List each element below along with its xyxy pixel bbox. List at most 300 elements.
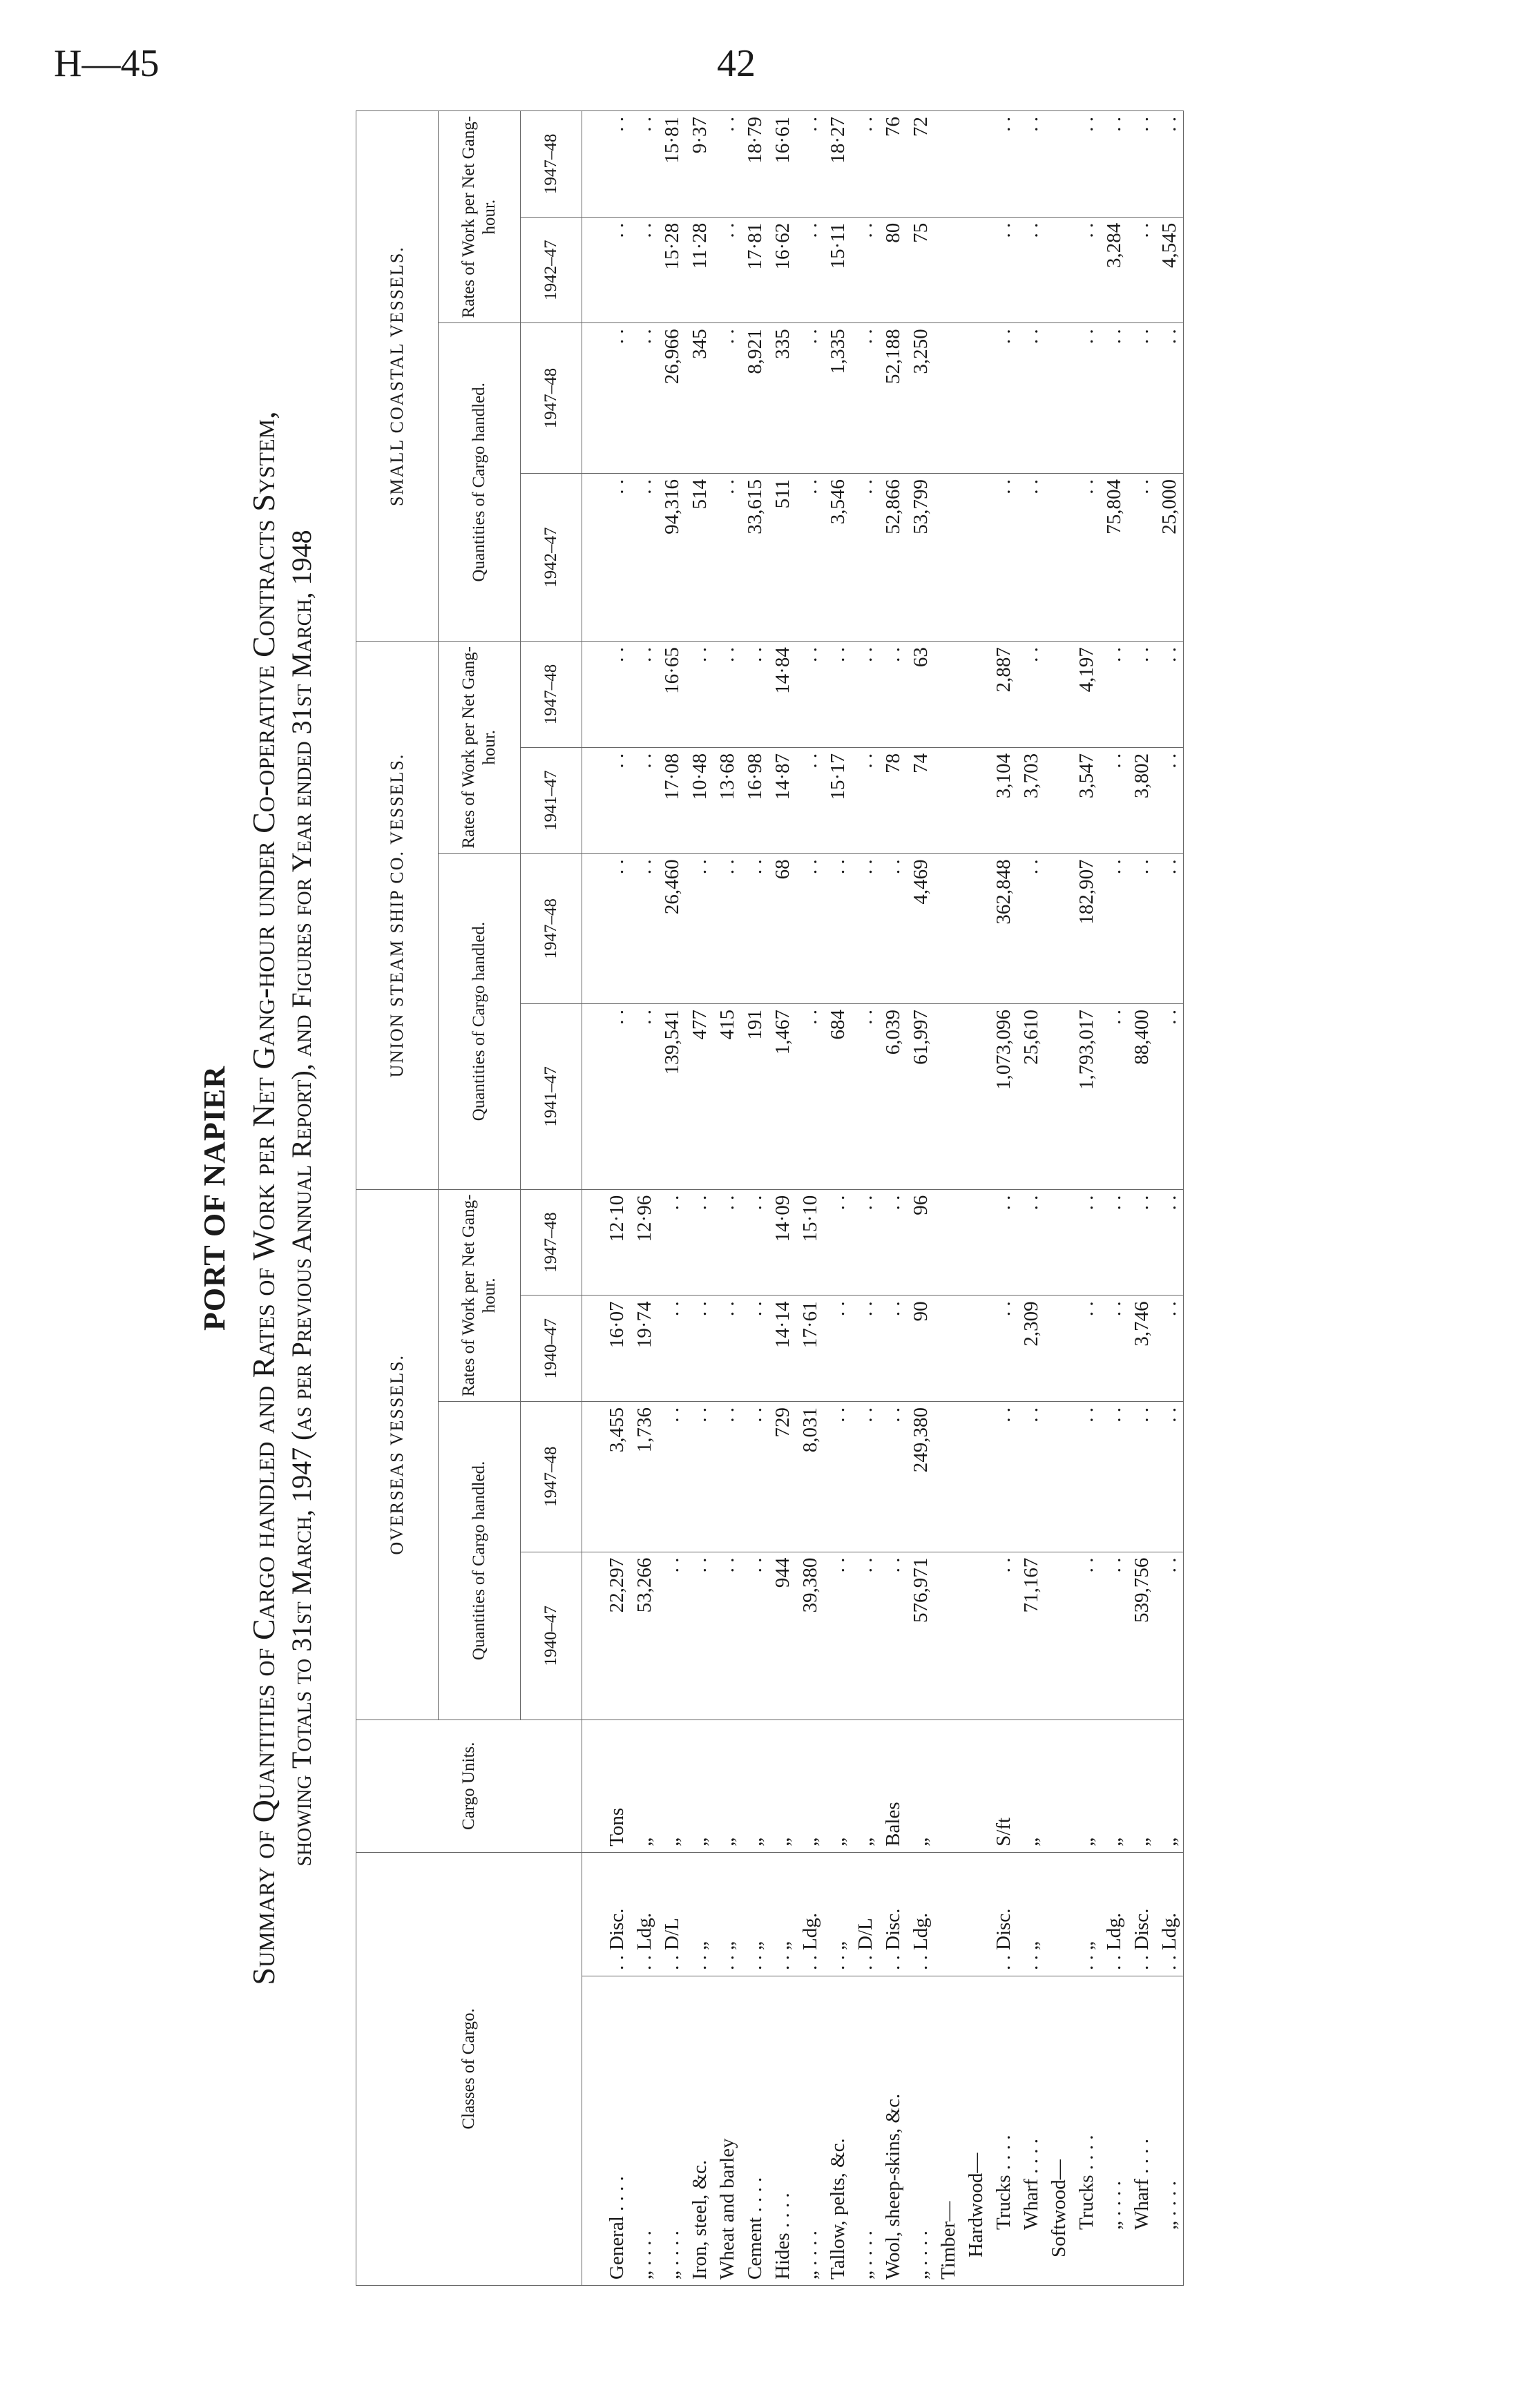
year-header: 1947–48 xyxy=(521,1189,582,1295)
value-cell: . . xyxy=(1155,854,1184,1004)
value-cell: . . xyxy=(1128,1189,1155,1295)
value-cell: . . xyxy=(582,747,631,854)
value-cell: 53,799 xyxy=(907,473,934,641)
summary-title-line1: Summary of Quantities of Cargo handled and Rates of Work per Net Gang-hour under Co-operative Contracts System, xyxy=(246,411,281,1985)
value-cell: 1,073,096 xyxy=(990,1004,1017,1190)
value-cell: 576,971 xyxy=(907,1552,934,1720)
value-cell: 16·62 xyxy=(769,217,796,323)
cargo-unit-cell: „ xyxy=(658,1720,686,1852)
value-cell: . . xyxy=(686,1295,713,1402)
value-cell: 33,615 xyxy=(741,473,769,641)
value-cell: . . xyxy=(741,642,769,748)
cargo-unit-cell: „ xyxy=(713,1720,741,1852)
cargo-unit-cell xyxy=(1045,1720,1073,1852)
cargo-class-cell: Trucks . . . . xyxy=(1073,1976,1100,2286)
value-cell xyxy=(962,854,990,1004)
cargo-unit-cell xyxy=(962,1720,990,1852)
cargo-class-cell: „ . . . . xyxy=(658,1976,686,2286)
value-cell: 4,469 xyxy=(907,854,934,1004)
value-cell: . . xyxy=(990,217,1017,323)
table-row xyxy=(1045,111,1073,2286)
value-cell: 14·84 xyxy=(769,642,796,748)
cargo-unit-cell: „ xyxy=(1100,1720,1128,1852)
value-cell: . . xyxy=(796,642,824,748)
value-cell: . . xyxy=(713,854,741,1004)
value-cell: 17·08 xyxy=(658,747,686,854)
value-cell: . . xyxy=(631,747,658,854)
cargo-unit-cell: „ xyxy=(1155,1720,1184,1852)
value-cell: . . xyxy=(1100,323,1128,474)
value-cell: . . xyxy=(741,1189,769,1295)
cargo-unit-cell: „ xyxy=(1128,1720,1155,1852)
value-cell: . . xyxy=(852,111,879,218)
value-cell: . . xyxy=(1017,111,1045,218)
operation-cell: . . Ldg. xyxy=(796,1852,824,1976)
operation-cell: . . Ldg. xyxy=(1100,1852,1128,1976)
value-cell: . . xyxy=(824,1552,852,1720)
cargo-unit-cell: S/ft xyxy=(990,1720,1017,1852)
cargo-class-cell: Hides . . . . xyxy=(769,1976,796,2286)
value-cell: 3,746 xyxy=(1128,1295,1155,1402)
value-cell: . . xyxy=(686,1401,713,1552)
page-header xyxy=(54,41,1462,104)
value-cell xyxy=(1045,1552,1073,1720)
value-cell xyxy=(934,1004,962,1190)
value-cell: 80 xyxy=(879,217,907,323)
value-cell: . . xyxy=(658,1552,686,1720)
sub-rates: Rates of Work per Net Gang-hour. xyxy=(439,642,521,854)
value-cell: . . xyxy=(631,854,658,1004)
value-cell xyxy=(962,1552,990,1720)
sub-quantities: Quantities of Cargo handled. xyxy=(439,323,521,642)
cargo-unit-cell: Tons xyxy=(582,1720,631,1852)
value-cell xyxy=(934,642,962,748)
operation-cell: . . „ xyxy=(713,1852,741,1976)
value-cell: . . xyxy=(824,1401,852,1552)
table-row xyxy=(1155,111,1184,2286)
value-cell: . . xyxy=(879,1401,907,1552)
value-cell: . . xyxy=(990,1295,1017,1402)
value-cell xyxy=(1045,1401,1073,1552)
value-cell: 72 xyxy=(907,111,934,218)
group-small-coastal: SMALL COASTAL VESSELS. xyxy=(356,111,439,642)
value-cell: 15·81 xyxy=(658,111,686,218)
value-cell xyxy=(962,323,990,474)
value-cell xyxy=(1045,854,1073,1004)
value-cell xyxy=(934,473,962,641)
cargo-class-cell: Tallow, pelts, &c. xyxy=(824,1976,852,2286)
value-cell: 52,188 xyxy=(879,323,907,474)
table-row xyxy=(879,111,907,2286)
value-cell: . . xyxy=(658,1295,686,1402)
value-cell: 3,284 xyxy=(1100,217,1128,323)
operation-cell: . . Disc. xyxy=(582,1852,631,1976)
value-cell: . . xyxy=(713,111,741,218)
year-header: 1940–47 xyxy=(521,1552,582,1720)
value-cell xyxy=(962,473,990,641)
value-cell: 14·87 xyxy=(769,747,796,854)
value-cell: . . xyxy=(582,323,631,474)
value-cell: . . xyxy=(1128,642,1155,748)
table-row xyxy=(907,111,934,2286)
value-cell: 345 xyxy=(686,323,713,474)
year-header: 1947–48 xyxy=(521,1401,582,1552)
value-cell: . . xyxy=(1073,1401,1100,1552)
value-cell: . . xyxy=(741,854,769,1004)
value-cell: . . xyxy=(990,1189,1017,1295)
operation-cell: . . „ xyxy=(1017,1852,1045,1976)
value-cell: 3,703 xyxy=(1017,747,1045,854)
value-cell: 16·61 xyxy=(769,111,796,218)
value-cell: 3,250 xyxy=(907,323,934,474)
value-cell: 26,460 xyxy=(658,854,686,1004)
value-cell xyxy=(1045,1004,1073,1190)
table-row xyxy=(713,111,741,2286)
group-union-steam-ship: UNION STEAM SHIP CO. VESSELS. xyxy=(356,642,439,1190)
cargo-unit-cell: „ xyxy=(824,1720,852,1852)
sub-rates: Rates of Work per Net Gang-hour. xyxy=(439,1189,521,1401)
value-cell: 3,104 xyxy=(990,747,1017,854)
value-cell: 12·96 xyxy=(631,1189,658,1295)
value-cell: 139,541 xyxy=(658,1004,686,1190)
table-row xyxy=(741,111,769,2286)
value-cell xyxy=(962,1401,990,1552)
value-cell: 75 xyxy=(907,217,934,323)
value-cell: . . xyxy=(852,747,879,854)
value-cell: . . xyxy=(631,323,658,474)
value-cell: . . xyxy=(824,642,852,748)
value-cell: . . xyxy=(1128,1401,1155,1552)
value-cell xyxy=(962,1295,990,1402)
value-cell: . . xyxy=(1155,1401,1184,1552)
value-cell xyxy=(1045,217,1073,323)
value-cell: 6,039 xyxy=(879,1004,907,1190)
value-cell: . . xyxy=(990,1401,1017,1552)
operation-cell: . . Ldg. xyxy=(1155,1852,1184,1976)
sub-quantities: Quantities of Cargo handled. xyxy=(439,1401,521,1720)
value-cell: . . xyxy=(1155,1189,1184,1295)
value-cell xyxy=(1045,111,1073,218)
table-row xyxy=(582,111,631,2286)
value-cell: 15·17 xyxy=(824,747,852,854)
value-cell xyxy=(1045,473,1073,641)
value-cell xyxy=(934,1295,962,1402)
cargo-class-cell: „ . . . . xyxy=(631,1976,658,2286)
value-cell: . . xyxy=(1073,217,1100,323)
value-cell: 16·98 xyxy=(741,747,769,854)
value-cell: . . xyxy=(852,217,879,323)
value-cell: . . xyxy=(1100,1552,1128,1720)
table-row xyxy=(1128,111,1155,2286)
operation-cell: . . Disc. xyxy=(990,1852,1017,1976)
value-cell: 1,335 xyxy=(824,323,852,474)
col-classes-of-cargo: Classes of Cargo. xyxy=(356,1852,582,2285)
value-cell: . . xyxy=(658,1401,686,1552)
value-cell: . . xyxy=(686,1189,713,1295)
value-cell: 18·27 xyxy=(824,111,852,218)
value-cell: 1,736 xyxy=(631,1401,658,1552)
sub-quantities: Quantities of Cargo handled. xyxy=(439,854,521,1189)
value-cell: . . xyxy=(879,642,907,748)
cargo-class-cell: Wharf . . . . xyxy=(1128,1976,1155,2286)
value-cell: . . xyxy=(852,642,879,748)
value-cell: . . xyxy=(713,323,741,474)
operation-cell xyxy=(962,1852,990,1976)
value-cell xyxy=(934,1401,962,1552)
cargo-unit-cell: „ xyxy=(796,1720,824,1852)
value-cell: 182,907 xyxy=(1073,854,1100,1004)
year-header: 1947–48 xyxy=(521,111,582,218)
cargo-class-cell: Hardwood— xyxy=(962,1976,990,2286)
cargo-class-cell: General . . . . xyxy=(582,1976,631,2286)
value-cell: 8,031 xyxy=(796,1401,824,1552)
year-header: 1947–48 xyxy=(521,854,582,1004)
value-cell: 19·74 xyxy=(631,1295,658,1402)
value-cell: . . xyxy=(852,854,879,1004)
year-header: 1947–48 xyxy=(521,642,582,748)
value-cell: 75,804 xyxy=(1100,473,1128,641)
value-cell: . . xyxy=(1100,1295,1128,1402)
value-cell: 63 xyxy=(907,642,934,748)
value-cell: . . xyxy=(1100,1004,1128,1190)
year-header: 1942–47 xyxy=(521,473,582,641)
value-cell: . . xyxy=(852,323,879,474)
year-header: 1941–47 xyxy=(521,747,582,854)
value-cell: . . xyxy=(852,1004,879,1190)
year-header: 1942–47 xyxy=(521,217,582,323)
value-cell: 415 xyxy=(713,1004,741,1190)
value-cell: 88,400 xyxy=(1128,1004,1155,1190)
value-cell: . . xyxy=(1073,111,1100,218)
value-cell: . . xyxy=(713,217,741,323)
value-cell: . . xyxy=(852,1552,879,1720)
value-cell xyxy=(962,747,990,854)
value-cell: . . xyxy=(686,642,713,748)
value-cell: . . xyxy=(1100,111,1128,218)
value-cell xyxy=(934,1552,962,1720)
value-cell: 17·81 xyxy=(741,217,769,323)
value-cell: . . xyxy=(686,854,713,1004)
cargo-class-cell: Timber— xyxy=(934,1976,962,2286)
operation-cell: . . D/L xyxy=(852,1852,879,1976)
table-row xyxy=(631,111,658,2286)
value-cell: . . xyxy=(824,1295,852,1402)
cargo-class-cell: Softwood— xyxy=(1045,1976,1073,2286)
value-cell: . . xyxy=(658,1189,686,1295)
value-cell: 78 xyxy=(879,747,907,854)
cargo-unit-cell: „ xyxy=(852,1720,879,1852)
value-cell: 511 xyxy=(769,473,796,641)
value-cell: 53,266 xyxy=(631,1552,658,1720)
value-cell xyxy=(934,747,962,854)
value-cell: . . xyxy=(1073,1189,1100,1295)
value-cell: 15·28 xyxy=(658,217,686,323)
value-cell: 1,467 xyxy=(769,1004,796,1190)
value-cell: 539,756 xyxy=(1128,1552,1155,1720)
value-cell: . . xyxy=(1100,747,1128,854)
value-cell: . . xyxy=(686,1552,713,1720)
cargo-table xyxy=(356,110,1184,2286)
value-cell xyxy=(934,111,962,218)
value-cell: . . xyxy=(582,642,631,748)
value-cell: . . xyxy=(631,1004,658,1190)
value-cell: 18·79 xyxy=(741,111,769,218)
value-cell: . . xyxy=(631,217,658,323)
value-cell: 94,316 xyxy=(658,473,686,641)
table-row xyxy=(824,111,852,2286)
value-cell: . . xyxy=(582,473,631,641)
value-cell: . . xyxy=(1100,1401,1128,1552)
value-cell: 684 xyxy=(824,1004,852,1190)
value-cell: . . xyxy=(852,1401,879,1552)
value-cell: 17·61 xyxy=(796,1295,824,1402)
value-cell: 3,455 xyxy=(582,1401,631,1552)
value-cell: 1,793,017 xyxy=(1073,1004,1100,1190)
value-cell: 96 xyxy=(907,1189,934,1295)
operation-cell: . . Disc. xyxy=(879,1852,907,1976)
value-cell: . . xyxy=(796,111,824,218)
value-cell: . . xyxy=(1100,854,1128,1004)
value-cell: . . xyxy=(713,1295,741,1402)
value-cell: 12·10 xyxy=(582,1189,631,1295)
value-cell: 249,380 xyxy=(907,1401,934,1552)
table-row xyxy=(686,111,713,2286)
value-cell: . . xyxy=(1017,1401,1045,1552)
value-cell: . . xyxy=(582,854,631,1004)
value-cell: . . xyxy=(713,473,741,641)
value-cell: 76 xyxy=(879,111,907,218)
operation-cell: . . Disc. xyxy=(1128,1852,1155,1976)
value-cell: . . xyxy=(796,854,824,1004)
value-cell: 13·68 xyxy=(713,747,741,854)
value-cell: . . xyxy=(879,1295,907,1402)
value-cell: 514 xyxy=(686,473,713,641)
value-cell: 4,197 xyxy=(1073,642,1100,748)
value-cell: 2,887 xyxy=(990,642,1017,748)
value-cell: . . xyxy=(582,111,631,218)
value-cell: . . xyxy=(990,323,1017,474)
page-number: 42 xyxy=(717,42,756,85)
value-cell: . . xyxy=(796,473,824,641)
year-header: 1940–47 xyxy=(521,1295,582,1402)
table-row xyxy=(658,111,686,2286)
value-cell: 477 xyxy=(686,1004,713,1190)
col-cargo-units: Cargo Units. xyxy=(356,1720,582,1852)
value-cell xyxy=(962,111,990,218)
table-row xyxy=(852,111,879,2286)
value-cell xyxy=(962,642,990,748)
value-cell: 10·48 xyxy=(686,747,713,854)
value-cell: . . xyxy=(1155,1004,1184,1190)
value-cell: 14·09 xyxy=(769,1189,796,1295)
value-cell: . . xyxy=(1017,642,1045,748)
year-header: 1941–47 xyxy=(521,1004,582,1190)
value-cell: 2,309 xyxy=(1017,1295,1045,1402)
value-cell: . . xyxy=(1155,1295,1184,1402)
cargo-unit-cell: „ xyxy=(907,1720,934,1852)
cargo-table-body xyxy=(582,111,1184,2286)
cargo-class-cell: „ . . . . xyxy=(907,1976,934,2286)
value-cell: 25,610 xyxy=(1017,1004,1045,1190)
cargo-unit-cell: „ xyxy=(741,1720,769,1852)
value-cell: . . xyxy=(990,111,1017,218)
value-cell: 14·14 xyxy=(769,1295,796,1402)
value-cell: 90 xyxy=(907,1295,934,1402)
value-cell: 74 xyxy=(907,747,934,854)
table-row xyxy=(796,111,824,2286)
value-cell: . . xyxy=(1017,473,1045,641)
value-cell: 22,297 xyxy=(582,1552,631,1720)
value-cell: 39,380 xyxy=(796,1552,824,1720)
value-cell: 15·11 xyxy=(824,217,852,323)
cargo-unit-cell: „ xyxy=(631,1720,658,1852)
value-cell: . . xyxy=(1155,323,1184,474)
cargo-class-cell: Trucks . . . . xyxy=(990,1976,1017,2286)
value-cell: . . xyxy=(879,1189,907,1295)
group-overseas: OVERSEAS VESSELS. xyxy=(356,1189,439,1720)
value-cell xyxy=(962,1189,990,1295)
table-row xyxy=(769,111,796,2286)
value-cell: . . xyxy=(1073,1295,1100,1402)
operation-cell: . . „ xyxy=(1073,1852,1100,1976)
value-cell: . . xyxy=(879,1552,907,1720)
value-cell: . . xyxy=(582,1004,631,1190)
value-cell: 362,848 xyxy=(990,854,1017,1004)
table-row xyxy=(962,111,990,2286)
value-cell: . . xyxy=(796,323,824,474)
value-cell: 944 xyxy=(769,1552,796,1720)
value-cell xyxy=(934,854,962,1004)
cargo-class-cell: Wool, sheep-skins, &c. xyxy=(879,1976,907,2286)
value-cell: . . xyxy=(1155,642,1184,748)
value-cell: 61,997 xyxy=(907,1004,934,1190)
year-header: 1947–48 xyxy=(521,323,582,474)
value-cell: . . xyxy=(631,642,658,748)
sub-rates: Rates of Work per Net Gang-hour. xyxy=(439,111,521,323)
value-cell: . . xyxy=(1155,747,1184,854)
cargo-class-cell: Wheat and barley xyxy=(713,1976,741,2286)
value-cell xyxy=(934,217,962,323)
value-cell: 68 xyxy=(769,854,796,1004)
value-cell xyxy=(934,1189,962,1295)
operation-cell: . . „ xyxy=(824,1852,852,1976)
value-cell: . . xyxy=(824,854,852,1004)
cargo-class-cell: Iron, steel, &c. xyxy=(686,1976,713,2286)
cargo-class-cell: Wharf . . . . xyxy=(1017,1976,1045,2286)
value-cell: . . xyxy=(631,111,658,218)
operation-cell: . . „ xyxy=(769,1852,796,1976)
value-cell: 26,966 xyxy=(658,323,686,474)
value-cell: . . xyxy=(1073,323,1100,474)
value-cell: . . xyxy=(1017,1189,1045,1295)
value-cell: 3,546 xyxy=(824,473,852,641)
operation-cell: . . „ xyxy=(741,1852,769,1976)
value-cell: . . xyxy=(852,1295,879,1402)
cargo-unit-cell: „ xyxy=(1073,1720,1100,1852)
value-cell: . . xyxy=(796,1004,824,1190)
operation-cell xyxy=(1045,1852,1073,1976)
table-row xyxy=(1017,111,1045,2286)
value-cell: . . xyxy=(796,747,824,854)
table-row xyxy=(1100,111,1128,2286)
rotated-table-block xyxy=(197,110,1405,2286)
cargo-unit-cell: „ xyxy=(769,1720,796,1852)
value-cell: 3,802 xyxy=(1128,747,1155,854)
document-reference: H—45 xyxy=(54,42,160,85)
value-cell xyxy=(1045,1189,1073,1295)
value-cell: . . xyxy=(741,1295,769,1402)
value-cell: . . xyxy=(713,642,741,748)
